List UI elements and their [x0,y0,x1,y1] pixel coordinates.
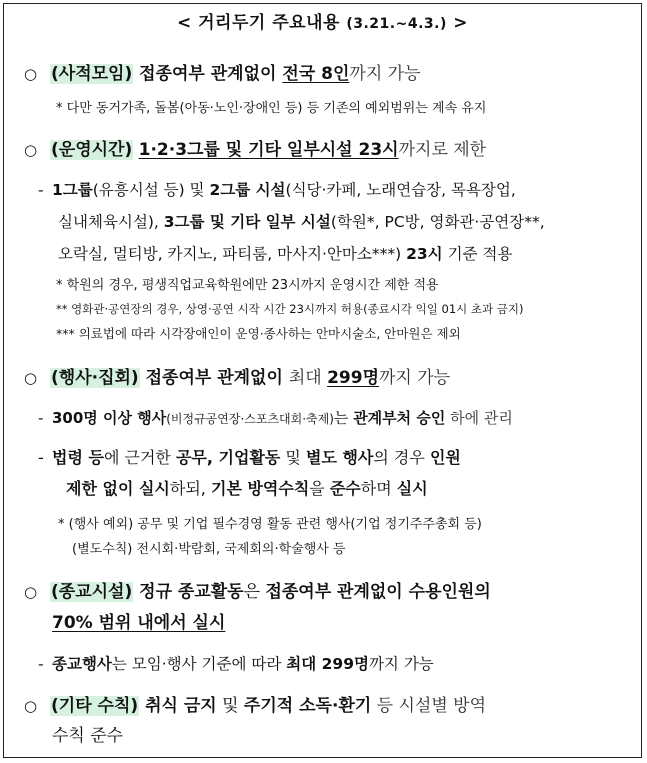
section-events: ○ (행사·집회) 접종여부 관계없이 최대 299명까지 가능 [24,368,451,388]
religion-detail: - 종교행사는 모임·행사 기준에 따라 최대 299명까지 가능 [38,655,434,673]
note: * (행사 예외) 공무 및 기업 필수경영 활동 관련 행사(기업 정기주주총회 등) [58,517,482,532]
section-private: ○ (사적모임) 접종여부 관계없이 전국 8인까지 가능 [24,64,421,84]
events-detail-1: - 300명 이상 행사(비정규공연장·스포츠대회·축제)는 관계부처 승인 하에 관리 [38,409,513,427]
section-label: (기타 수칙) [51,696,139,716]
events-detail-2-line1: - 법령 등에 근거한 공무, 기업활동 및 별도 행사의 경우 인원 [38,448,461,467]
bullet-circle: ○ [24,583,38,601]
hours-detail-line2: 실내체육시설), 3그룹 및 기타 일부 시설(학원*, PC방, 영화관·공연장**, [58,213,545,231]
section-label: (종교시설) [51,582,133,602]
hours-detail-line1: - 1그룹(유흥시설 등) 및 2그룹 시설(식당·카페, 노래연습장, 목욕장업, [38,181,516,199]
bullet-circle: ○ [24,697,38,715]
note: ** 영화관·공연장의 경우, 상영·공연 시작 시간 23시까지 허용(종료시각 익일 01시 초과 금지) [56,302,524,316]
section-label: (운영시간) [51,140,133,160]
bullet-circle: ○ [24,65,38,83]
bullet-circle: ○ [24,141,38,159]
note: (별도수칙) 전시회·박람회, 국제회의·학술행사 등 [72,542,346,557]
section-religion: ○ (종교시설) 정규 종교활동은 접종여부 관계없이 수용인원의 [24,582,491,602]
note: * 학원의 경우, 평생직업교육학원에만 23시까지 운영시간 제한 적용 [56,278,439,293]
hours-detail-line3: 오락실, 멀티방, 카지노, 파티룸, 마사지·안마소***) 23시 기준 적용 [58,245,513,263]
section-other: ○ (기타 수칙) 취식 금지 및 주기적 소독·환기 등 시설별 방역 [24,696,487,716]
events-detail-2-line2: 제한 없이 실시하되, 기본 방역수칙을 준수하며 실시 [66,479,428,498]
page-title: < 거리두기 주요내용 (3.21.~4.3.) > [176,13,469,33]
religion-line2: 70% 범위 내에서 실시 [52,613,226,633]
note: *** 의료법에 따라 시각장애인이 운영·종사하는 안마시술소, 안마원은 제외 [56,326,461,341]
section-label: (사적모임) [51,64,133,84]
note: * 다만 동거가족, 돌봄(아동·노인·장애인 등) 등 기존의 예외범위는 계속 유지 [56,101,487,116]
section-label: (행사·집회) [51,368,139,388]
other-line2: 수칙 준수 [52,726,124,746]
content-box [3,3,642,758]
bullet-circle: ○ [24,369,38,387]
section-hours: ○ (운영시간) 1·2·3그룹 및 기타 일부시설 23시까지로 제한 [24,140,487,160]
